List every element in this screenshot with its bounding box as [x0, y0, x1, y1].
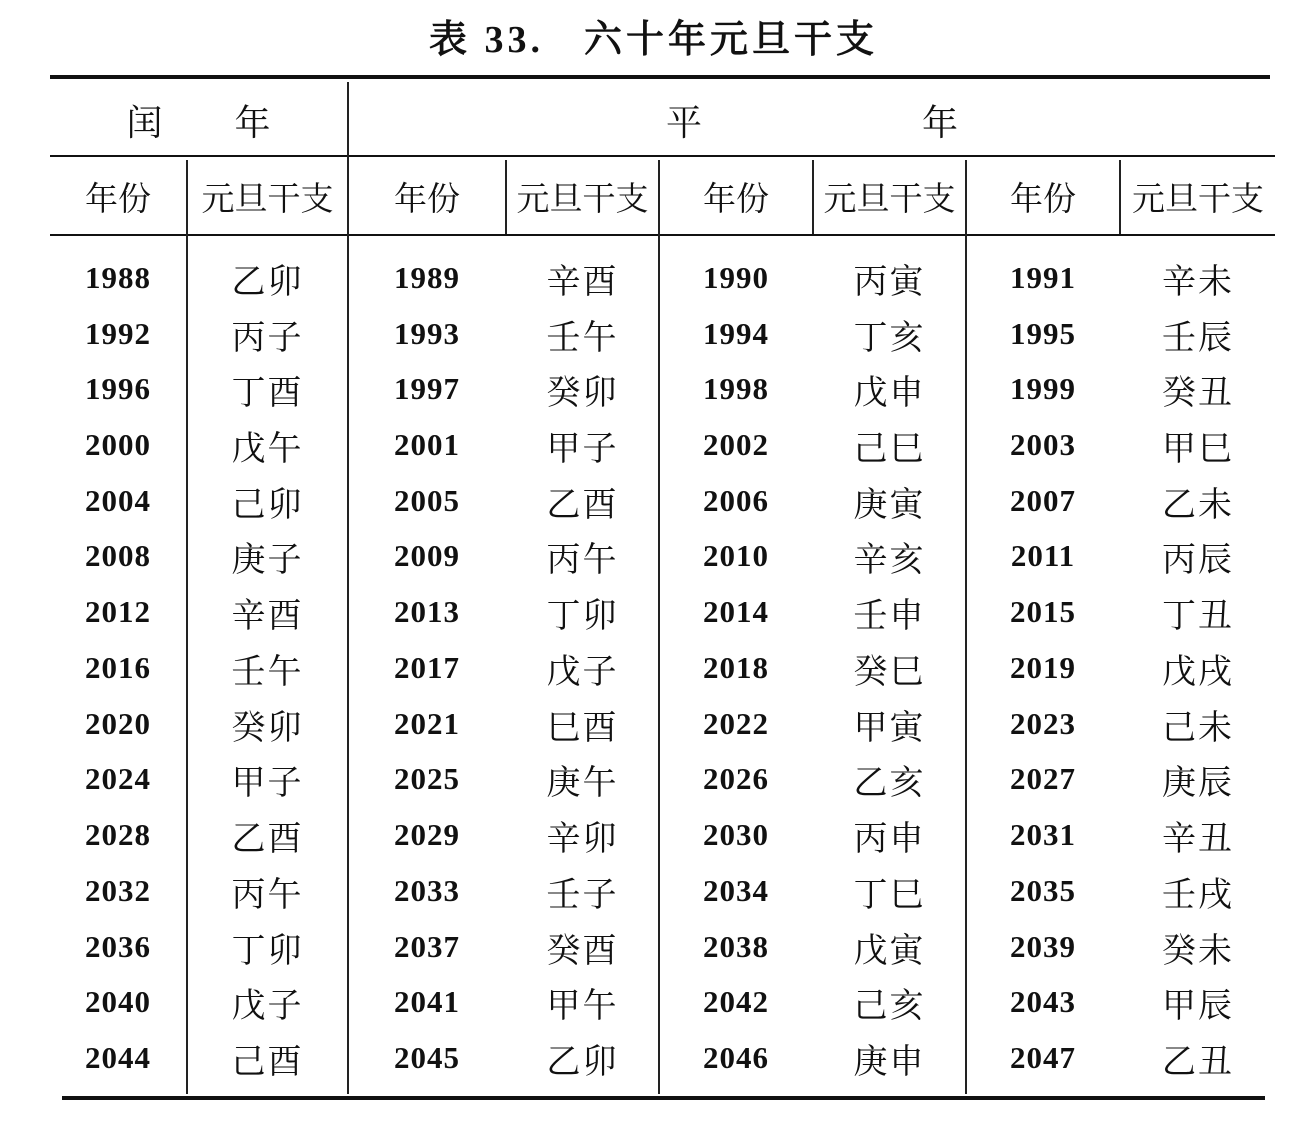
ganzhi-cell: 癸未 — [1162, 930, 1234, 971]
common-header-char2: 年 — [922, 102, 959, 144]
year-cell: 2028 — [85, 817, 151, 852]
bottom-rule — [62, 1096, 1265, 1100]
ganzhi-cell: 甲辰 — [1162, 985, 1234, 1026]
year-cell: 1999 — [1010, 371, 1076, 406]
ganzhi-cell: 辛丑 — [1162, 818, 1234, 859]
ganzhi-cell: 壬申 — [853, 595, 926, 636]
year-cell: 2010 — [703, 538, 769, 573]
year-cell: 2026 — [703, 761, 769, 796]
year-cell: 2017 — [394, 650, 460, 685]
year-cell: 2039 — [1010, 929, 1076, 964]
ganzhi-cell: 庚子 — [231, 539, 304, 580]
ganzhi-cell: 壬午 — [231, 651, 304, 692]
ganzhi-cell: 乙亥 — [853, 762, 926, 803]
table-title — [0, 8, 1307, 63]
ganzhi-cell: 戊子 — [546, 651, 619, 692]
ganzhi-cell: 壬辰 — [1162, 317, 1234, 358]
year-cell: 2046 — [703, 1040, 769, 1075]
ganzhi-cell: 辛卯 — [546, 818, 619, 859]
ganzhi-cell: 丙辰 — [1162, 539, 1234, 580]
ganzhi-cell: 乙酉 — [231, 818, 304, 859]
ganzhi-cell: 戊午 — [231, 428, 304, 469]
year-cell: 2044 — [85, 1040, 151, 1075]
year-cell: 2007 — [1010, 483, 1076, 518]
top-rule — [50, 75, 1270, 79]
year-cell: 2004 — [85, 483, 151, 518]
ganzhi-cell: 壬午 — [546, 317, 619, 358]
ganzhi-cell: 甲寅 — [853, 707, 926, 748]
year-cell: 2024 — [85, 761, 151, 796]
year-cell: 2002 — [703, 427, 769, 462]
ganzhi-cell: 庚辰 — [1162, 762, 1234, 803]
ganzhi-cell: 丁巳 — [853, 874, 926, 915]
year-cell: 1989 — [394, 260, 460, 295]
year-cell: 2037 — [394, 929, 460, 964]
ganzhi-cell: 甲午 — [546, 985, 619, 1026]
col-header-ganzhi-3: 元旦干支 — [823, 178, 956, 218]
year-cell: 2036 — [85, 929, 151, 964]
year-cell: 1988 — [85, 260, 151, 295]
col-header-year-2: 年份 — [394, 178, 460, 218]
year-cell: 1992 — [85, 316, 151, 351]
year-cell: 2034 — [703, 873, 769, 908]
year-cell: 2000 — [85, 427, 151, 462]
col-header-ganzhi-4: 元旦干支 — [1132, 178, 1264, 218]
column-header-rule — [50, 234, 1275, 236]
ganzhi-cell: 壬戌 — [1162, 874, 1234, 915]
table-caption: 六十年元旦干支 — [584, 17, 879, 61]
year-cell: 2027 — [1010, 761, 1076, 796]
group-header-rule — [50, 155, 1275, 157]
year-cell: 2020 — [85, 706, 151, 741]
ganzhi-cell: 丙午 — [546, 539, 619, 580]
year-cell: 2047 — [1010, 1040, 1076, 1075]
ganzhi-cell: 辛亥 — [853, 539, 926, 580]
year-cell: 2015 — [1010, 594, 1076, 629]
year-cell: 2043 — [1010, 984, 1076, 1019]
year-cell: 2035 — [1010, 873, 1076, 908]
ganzhi-cell: 乙丑 — [1162, 1041, 1234, 1082]
ganzhi-cell: 己卯 — [231, 484, 304, 525]
ganzhi-cell: 壬子 — [546, 874, 619, 915]
ganzhi-cell: 癸卯 — [231, 707, 304, 748]
year-cell: 2022 — [703, 706, 769, 741]
ganzhi-cell: 癸丑 — [1162, 372, 1234, 413]
year-cell: 2003 — [1010, 427, 1076, 462]
ganzhi-cell: 甲巳 — [1162, 428, 1234, 469]
ganzhi-cell: 庚寅 — [853, 484, 926, 525]
year-cell: 2019 — [1010, 650, 1076, 685]
year-cell: 2045 — [394, 1040, 460, 1075]
year-cell: 2012 — [85, 594, 151, 629]
col-header-year-3: 年份 — [703, 178, 769, 218]
ganzhi-cell: 辛酉 — [231, 595, 304, 636]
ganzhi-cell: 丁卯 — [231, 930, 304, 971]
col-header-year-1: 年份 — [85, 178, 151, 218]
ganzhi-cell: 乙未 — [1162, 484, 1234, 525]
year-cell: 2042 — [703, 984, 769, 1019]
ganzhi-cell: 辛未 — [1162, 261, 1234, 302]
ganzhi-cell: 丙申 — [853, 818, 926, 859]
ganzhi-cell: 癸巳 — [853, 651, 926, 692]
ganzhi-cell: 丁丑 — [1162, 595, 1234, 636]
year-cell: 2025 — [394, 761, 460, 796]
year-cell: 2033 — [394, 873, 460, 908]
year-cell: 2006 — [703, 483, 769, 518]
common-year-header — [349, 92, 1275, 148]
year-cell: 2009 — [394, 538, 460, 573]
ganzhi-cell: 己亥 — [853, 985, 926, 1026]
year-cell: 1996 — [85, 371, 151, 406]
ganzhi-cell: 甲子 — [231, 762, 304, 803]
year-cell: 2011 — [1010, 538, 1076, 573]
ganzhi-cell: 巳酉 — [546, 707, 619, 748]
year-cell: 2029 — [394, 817, 460, 852]
ganzhi-cell: 乙卯 — [231, 261, 304, 302]
year-cell: 2038 — [703, 929, 769, 964]
ganzhi-cell: 丙午 — [231, 874, 304, 915]
year-cell: 2008 — [85, 538, 151, 573]
year-cell: 1991 — [1010, 260, 1076, 295]
year-cell: 2014 — [703, 594, 769, 629]
common-header-char1: 平 — [665, 102, 702, 144]
ganzhi-cell: 丁亥 — [853, 317, 926, 358]
ganzhi-cell: 戊申 — [853, 372, 926, 413]
year-cell: 1998 — [703, 371, 769, 406]
year-cell: 2030 — [703, 817, 769, 852]
leap-year-header — [50, 92, 347, 148]
ganzhi-cell: 己巳 — [853, 428, 926, 469]
year-cell: 1990 — [703, 260, 769, 295]
ganzhi-cell: 乙卯 — [546, 1041, 619, 1082]
ganzhi-cell: 癸卯 — [546, 372, 619, 413]
leap-header-char2: 年 — [234, 102, 271, 144]
year-cell: 2001 — [394, 427, 460, 462]
ganzhi-cell: 乙酉 — [546, 484, 619, 525]
year-cell: 2013 — [394, 594, 460, 629]
table-number: 表 33. — [428, 19, 544, 61]
ganzhi-cell: 丁卯 — [546, 595, 619, 636]
ganzhi-cell: 辛酉 — [546, 261, 619, 302]
year-cell: 2005 — [394, 483, 460, 518]
year-cell: 2032 — [85, 873, 151, 908]
col-header-year-4: 年份 — [1010, 178, 1076, 218]
year-cell: 2018 — [703, 650, 769, 685]
col-header-ganzhi-1: 元旦干支 — [201, 178, 334, 218]
ganzhi-cell: 庚午 — [546, 762, 619, 803]
year-cell: 2021 — [394, 706, 460, 741]
ganzhi-cell: 庚申 — [853, 1041, 926, 1082]
year-cell: 1993 — [394, 316, 460, 351]
ganzhi-cell: 甲子 — [546, 428, 619, 469]
leap-header-char1: 闰 — [126, 102, 163, 144]
ganzhi-cell: 戊子 — [231, 985, 304, 1026]
ganzhi-cell: 丙寅 — [853, 261, 926, 302]
ganzhi-cell: 癸酉 — [546, 930, 619, 971]
ganzhi-cell: 己未 — [1162, 707, 1234, 748]
ganzhi-cell: 戊戌 — [1162, 651, 1234, 692]
year-cell: 2016 — [85, 650, 151, 685]
year-cell: 1997 — [394, 371, 460, 406]
year-cell: 2040 — [85, 984, 151, 1019]
ganzhi-cell: 丙子 — [231, 317, 304, 358]
year-cell: 2031 — [1010, 817, 1076, 852]
col-header-ganzhi-2: 元旦干支 — [516, 178, 649, 218]
ganzhi-cell: 丁酉 — [231, 372, 304, 413]
year-cell: 2041 — [394, 984, 460, 1019]
year-cell: 1994 — [703, 316, 769, 351]
ganzhi-cell: 己酉 — [231, 1041, 304, 1082]
year-cell: 1995 — [1010, 316, 1076, 351]
ganzhi-cell: 戊寅 — [853, 930, 926, 971]
year-cell: 2023 — [1010, 706, 1076, 741]
